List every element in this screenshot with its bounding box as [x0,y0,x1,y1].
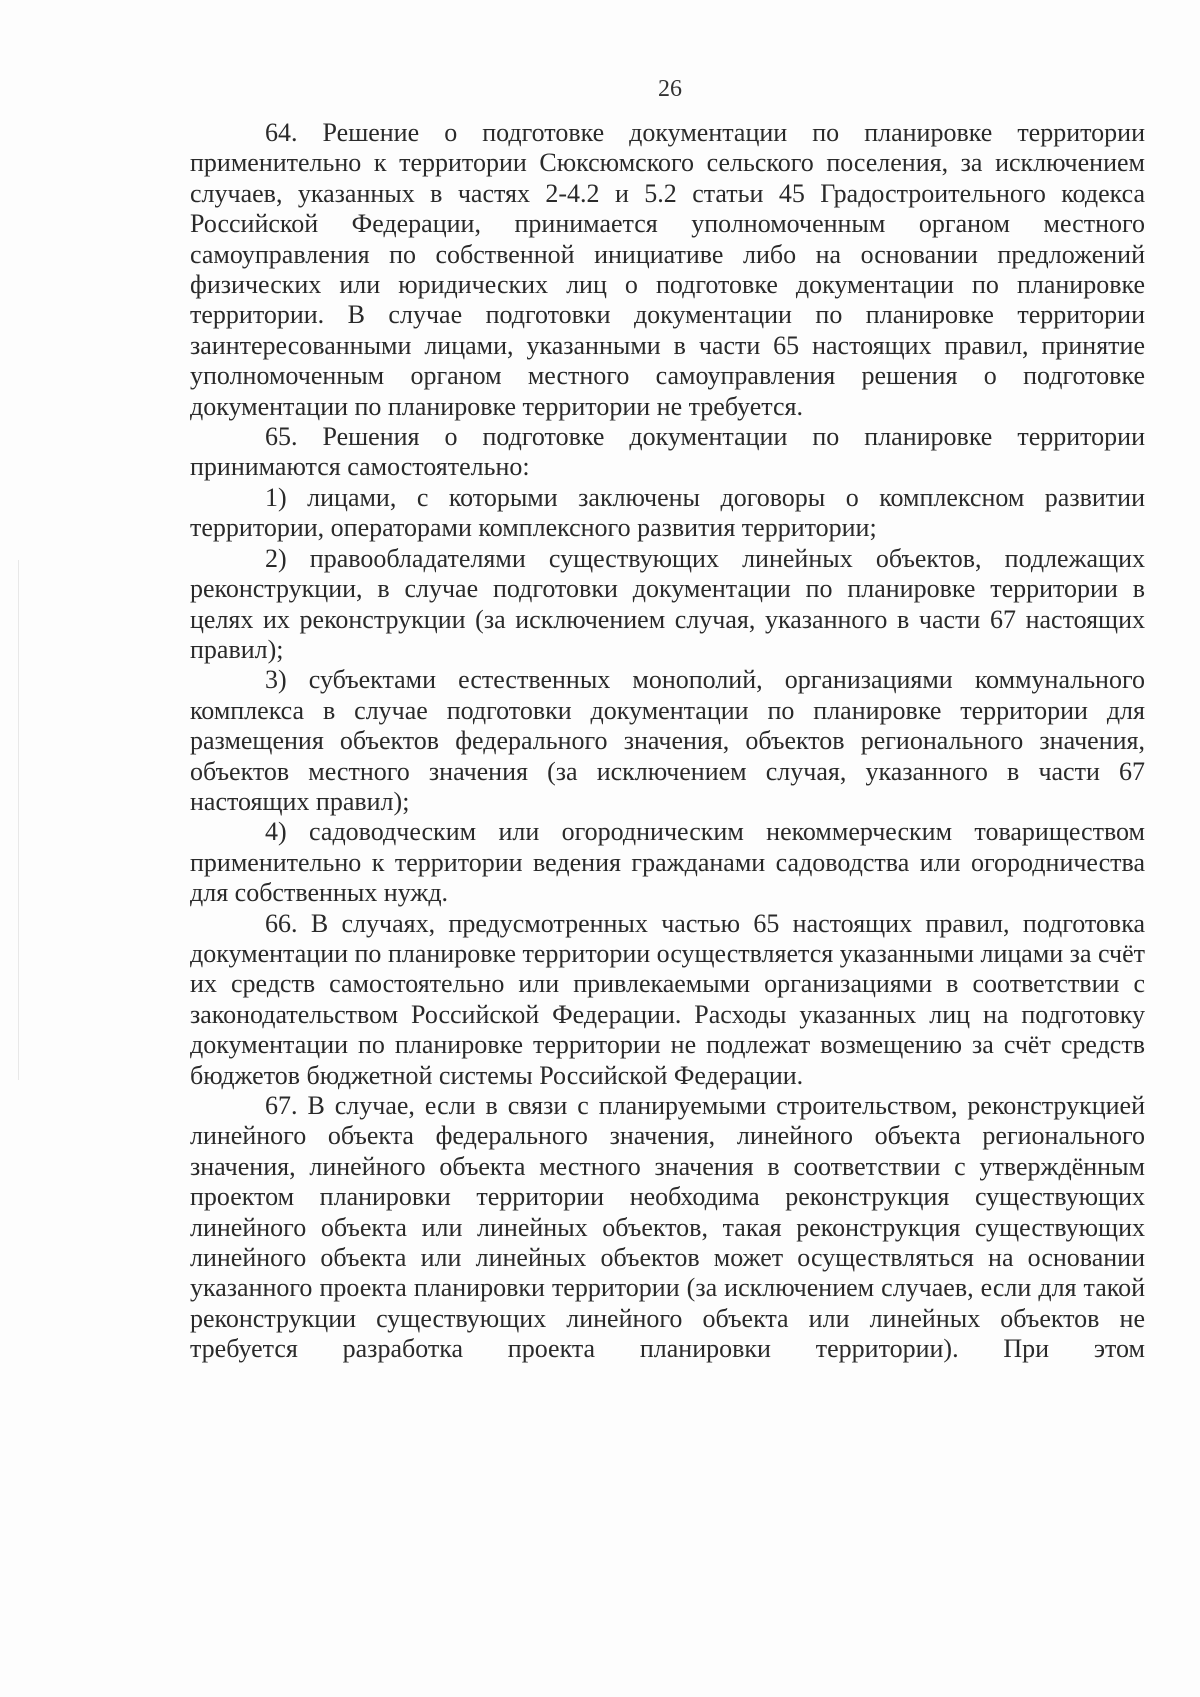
paragraph-67: 67. В случае, если в связи с планируемыми строительством, реконструкцией линейного объекта федерального значения, линейного объекта регионального значения, линейного объекта местного значения в соответствии с утверждённым проектом планировки территории необходима реконструкция существующих линейного объекта или линейных объектов, такая реконструкция существующих линейного объекта или линейных объектов может осуществляться на основании указанного проекта планировки территории (за исключением случаев, если для такой реконструкции существующих линейного объекта или линейных объектов не требуется разработка проекта планировки территории). При этом [190,1091,1145,1364]
list-item-3: 3) субъектами естественных монополий, организациями коммунального комплекса в случае подготовки документации по планировке территории для размещения объектов федерального значения, объектов регионального значения, объектов местного значения (за исключением случая, указанного в части 67 настоящих правил); [190,665,1145,816]
scan-edge-line [18,560,19,1080]
paragraph-65: 65. Решения о подготовке документации по планировке территории принимаются самостоятельно: [190,422,1145,482]
list-item-4: 4) садоводческим или огородническим некоммерческим товариществом применительно к территории ведения гражданами садоводства или огородничества для собственных нужд. [190,817,1145,908]
page-number: 26 [658,76,682,102]
paragraph-64: 64. Решение о подготовке документации по планировке территории применительно к территории Сюксюмского сельского поселения, за исключением случаев, указанных в частях 2-4.2 и 5.2 статьи 45 Градостроительного кодекса Российской Федерации, принимается уполномоченным органом местного самоуправления по собственной инициативе либо на основании предложений физических или юридических лиц о подготовке документации по планировке территории. В случае подготовки документации по планировке территории заинтересованными лицами, указанными в части 65 настоящих правил, принятие уполномоченным органом местного самоуправления решения о подготовке документации по планировке территории не требуется. [190,118,1145,421]
list-item-1: 1) лицами, с которыми заключены договоры о комплексном развитии территории, операторами комплексного развития территории; [190,482,1145,543]
list-item-2: 2) правообладателями существующих линейных объектов, подлежащих реконструкции, в случае подготовки документации по планировке территории в целях их реконструкции (за исключением случая, указанного в части 67 настоящих правил); [190,543,1145,664]
paragraph-66: 66. В случаях, предусмотренных частью 65 настоящих правил, подготовка документации по планировке территории осуществляется указанными лицами за счёт их средств самостоятельно или привлекаемыми организациями в соответствии с законодательством Российской Федерации. Расходы указанных лиц на подготовку документации по планировке территории не подлежат возмещению за счёт средств бюджетов бюджетной системы Российской Федерации. [190,908,1145,1090]
document-body [190,118,1145,1365]
